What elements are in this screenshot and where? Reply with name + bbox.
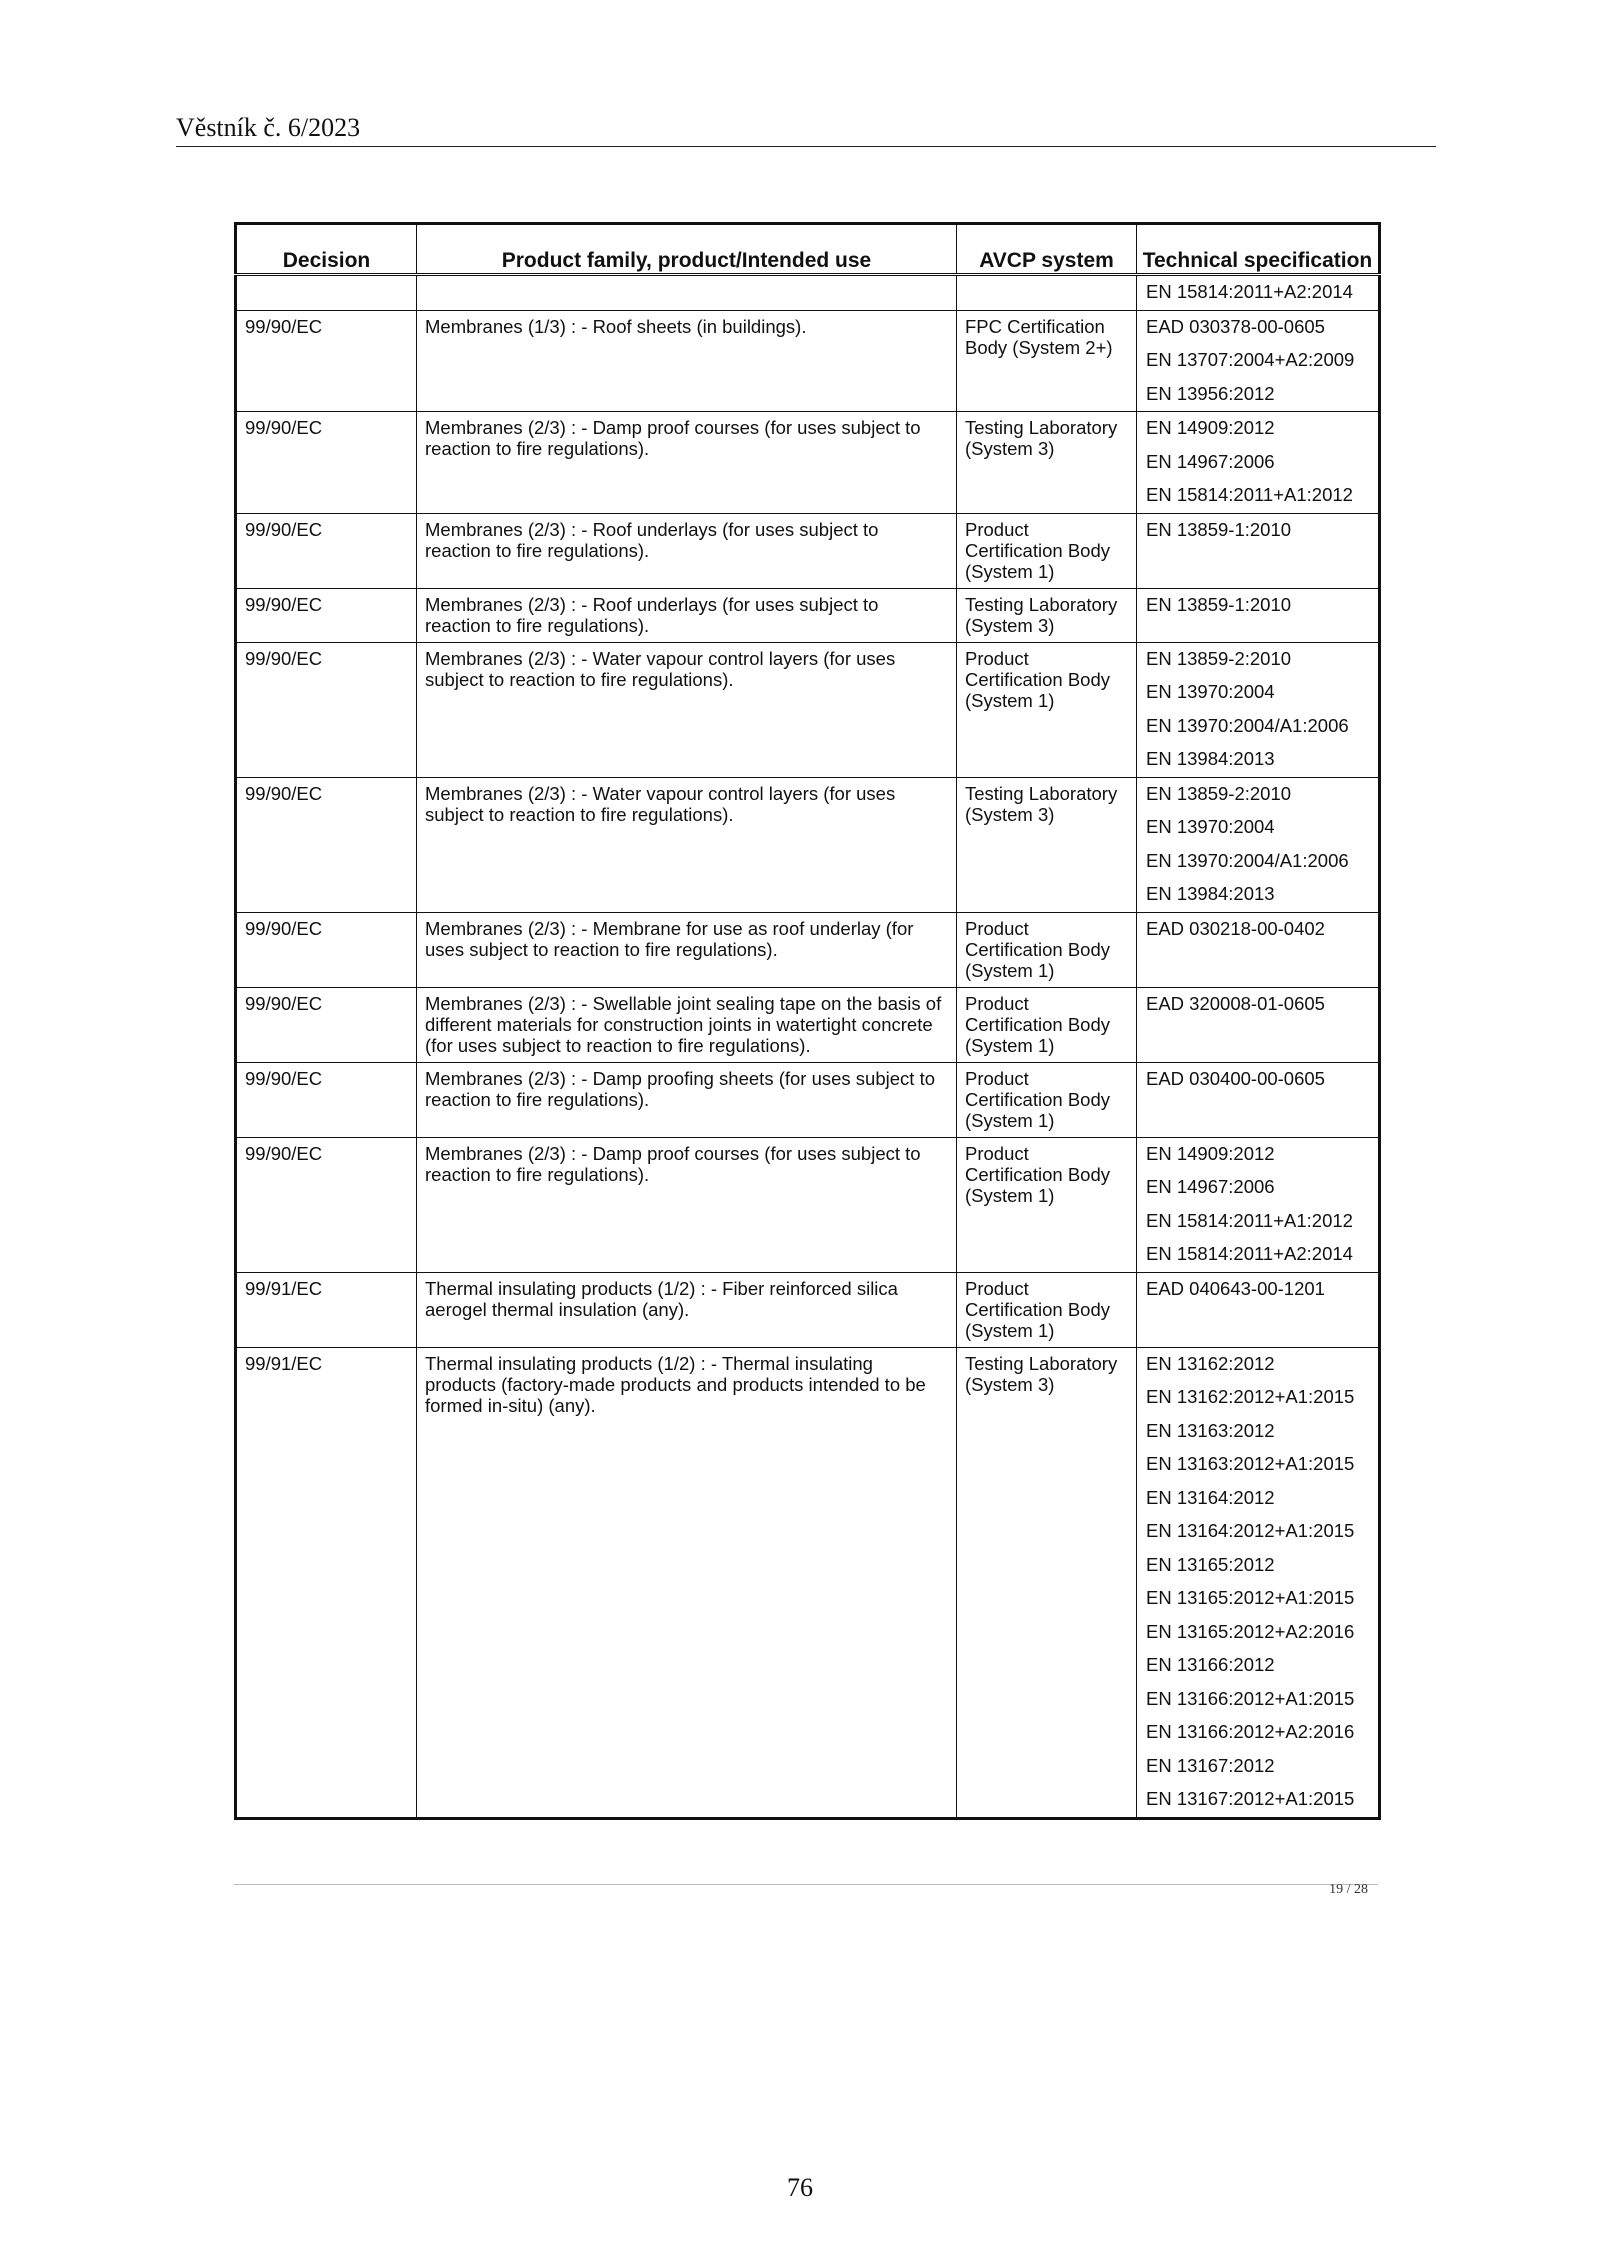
avcp-cell-text: Product Certification Body (System 1) bbox=[965, 518, 1110, 582]
table-row bbox=[236, 1272, 1380, 1347]
avcp-cell bbox=[957, 1062, 1137, 1137]
avcp-cell-text: Product Certification Body (System 1) bbox=[965, 1277, 1110, 1341]
technical-specification-item: EN 13859-1:2010 bbox=[1146, 518, 1292, 540]
technical-specification-cell bbox=[1137, 310, 1380, 412]
technical-specification-item: EN 13167:2012+A1:2015 bbox=[1146, 1788, 1355, 1809]
technical-specification-item: EAD 030378-00-0605 bbox=[1146, 315, 1325, 337]
page-label: 19 / 28 bbox=[1329, 1882, 1368, 1897]
avcp-cell bbox=[957, 275, 1137, 311]
table-row bbox=[236, 513, 1380, 588]
decision-cell-text: 99/90/EC bbox=[245, 992, 323, 1014]
avcp-cell-text: Testing Laboratory (System 3) bbox=[965, 417, 1118, 459]
decision-cell bbox=[236, 1137, 417, 1272]
technical-specification-item: EN 13165:2012+A1:2015 bbox=[1146, 1587, 1355, 1608]
decision-cell bbox=[236, 310, 417, 412]
product-cell-text: Membranes (2/3) : - Water vapour control layers (for uses subject to reaction to fire regulations). bbox=[425, 647, 896, 690]
technical-specification-item: EN 13165:2012+A2:2016 bbox=[1146, 1620, 1355, 1642]
table-row bbox=[236, 1062, 1380, 1137]
technical-specification-item: EN 13166:2012 bbox=[1146, 1654, 1275, 1675]
table-header-row bbox=[236, 224, 1380, 275]
technical-specification-item: EN 15814:2011+A1:2012 bbox=[1146, 1209, 1353, 1231]
avcp-cell-text: FPC Certification Body (System 2+) bbox=[965, 315, 1113, 358]
product-cell bbox=[417, 1272, 957, 1347]
technical-specification-item: EN 13859-2:2010 bbox=[1146, 647, 1292, 669]
product-cell-text: Thermal insulating products (1/2) : - Fiber reinforced silica aerogel thermal insulation (any). bbox=[425, 1277, 898, 1320]
technical-specification-item: EN 14967:2006 bbox=[1146, 1176, 1275, 1197]
column-header-avcp: AVCP system bbox=[957, 224, 1137, 275]
technical-specification-item: EAD 320008-01-0605 bbox=[1146, 992, 1325, 1014]
decision-cell-text: 99/90/EC bbox=[245, 518, 323, 540]
column-header-product: Product family, product/Intended use bbox=[417, 224, 957, 275]
technical-specification-cell bbox=[1137, 1347, 1380, 1818]
technical-specification-item: EN 13164:2012+A1:2015 bbox=[1146, 1520, 1355, 1541]
product-cell-text: Thermal insulating products (1/2) : - Thermal insulating products (factory-made products and products intended to be formed in-situ) (any). bbox=[425, 1352, 926, 1416]
technical-specification-cell bbox=[1137, 1062, 1380, 1137]
product-cell bbox=[417, 1137, 957, 1272]
technical-specification-item: EN 13166:2012+A2:2016 bbox=[1146, 1721, 1355, 1742]
footer-divider bbox=[234, 1884, 1378, 1885]
avcp-cell-text: Product Certification Body (System 1) bbox=[965, 1067, 1110, 1131]
technical-specification-item: EN 13859-2:2010 bbox=[1146, 782, 1292, 804]
decision-cell-text: 99/90/EC bbox=[245, 1142, 323, 1164]
avcp-cell bbox=[957, 1137, 1137, 1272]
technical-specification-item: EN 13970:2004 bbox=[1146, 816, 1275, 837]
table-row bbox=[236, 912, 1380, 987]
column-header-decision: Decision bbox=[236, 224, 417, 275]
technical-specification-item: EAD 040643-00-1201 bbox=[1146, 1277, 1325, 1299]
table-row bbox=[236, 412, 1380, 514]
product-cell-text: Membranes (2/3) : - Roof underlays (for uses subject to reaction to fire regulations). bbox=[425, 593, 879, 636]
technical-specification-item: EN 13984:2013 bbox=[1146, 883, 1275, 904]
table-row bbox=[236, 642, 1380, 777]
technical-specification-item: EN 13163:2012 bbox=[1146, 1419, 1275, 1441]
technical-specification-cell bbox=[1137, 987, 1380, 1062]
product-cell-text: Membranes (2/3) : - Swellable joint sealing tape on the basis of different materials for construction joints in watertight concrete (for uses subject to reaction to fire regulations). bbox=[425, 992, 942, 1056]
decision-cell bbox=[236, 987, 417, 1062]
decision-cell-text: 99/90/EC bbox=[245, 1067, 323, 1089]
technical-specification-cell bbox=[1137, 513, 1380, 588]
decision-cell-text: 99/91/EC bbox=[245, 1352, 323, 1374]
decision-cell-text: 99/91/EC bbox=[245, 1277, 323, 1299]
product-cell bbox=[417, 777, 957, 912]
specification-table bbox=[234, 222, 1381, 1820]
decision-cell bbox=[236, 275, 417, 311]
table-row bbox=[236, 1137, 1380, 1272]
technical-specification-cell bbox=[1137, 642, 1380, 777]
table-row bbox=[236, 310, 1380, 412]
product-cell bbox=[417, 987, 957, 1062]
technical-specification-item: EN 13163:2012+A1:2015 bbox=[1146, 1453, 1355, 1474]
product-cell-text: Membranes (2/3) : - Water vapour control layers (for uses subject to reaction to fire regulations). bbox=[425, 782, 896, 825]
avcp-cell bbox=[957, 777, 1137, 912]
product-cell-text: Membranes (2/3) : - Membrane for use as roof underlay (for uses subject to reaction to fire regulations). bbox=[425, 917, 914, 960]
technical-specification-item: EAD 030400-00-0605 bbox=[1146, 1067, 1325, 1089]
avcp-cell bbox=[957, 513, 1137, 588]
page-number: 76 bbox=[787, 2173, 813, 2202]
decision-cell bbox=[236, 513, 417, 588]
technical-specification-cell bbox=[1137, 1137, 1380, 1272]
decision-cell bbox=[236, 1347, 417, 1818]
specification-table-container bbox=[234, 222, 1378, 1820]
avcp-cell bbox=[957, 912, 1137, 987]
technical-specification-cell bbox=[1137, 912, 1380, 987]
technical-specification-item: EN 13707:2004+A2:2009 bbox=[1146, 349, 1355, 370]
avcp-cell-text: Testing Laboratory (System 3) bbox=[965, 782, 1118, 825]
technical-specification-item: EN 13956:2012 bbox=[1146, 382, 1275, 404]
product-cell-text: Membranes (2/3) : - Roof underlays (for uses subject to reaction to fire regulations). bbox=[425, 518, 879, 561]
decision-cell bbox=[236, 777, 417, 912]
table-row bbox=[236, 987, 1380, 1062]
avcp-cell-text: Product Certification Body (System 1) bbox=[965, 992, 1110, 1056]
decision-cell bbox=[236, 588, 417, 642]
technical-specification-item: EN 13970:2004/A1:2006 bbox=[1146, 849, 1349, 871]
product-cell bbox=[417, 642, 957, 777]
technical-specification-item: EN 14909:2012 bbox=[1146, 1142, 1275, 1164]
technical-specification-item: EN 13162:2012 bbox=[1146, 1352, 1275, 1374]
avcp-cell-text: Product Certification Body (System 1) bbox=[965, 917, 1110, 981]
technical-specification-cell bbox=[1137, 777, 1380, 912]
technical-specification-item: EN 15814:2011+A1:2012 bbox=[1146, 484, 1353, 505]
avcp-cell bbox=[957, 588, 1137, 642]
decision-cell bbox=[236, 642, 417, 777]
decision-cell-text: 99/90/EC bbox=[245, 593, 323, 615]
table-row bbox=[236, 588, 1380, 642]
technical-specification-item: EN 13984:2013 bbox=[1146, 748, 1275, 769]
technical-specification-cell bbox=[1137, 588, 1380, 642]
technical-specification-item: EN 13859-1:2010 bbox=[1146, 593, 1292, 615]
technical-specification-item: EN 15814:2011+A2:2014 bbox=[1146, 281, 1353, 302]
table-body bbox=[236, 275, 1380, 1819]
product-cell bbox=[417, 588, 957, 642]
document-header-title: Věstník č. 6/2023 bbox=[176, 113, 361, 142]
table-row bbox=[236, 275, 1380, 311]
avcp-cell-text: Product Certification Body (System 1) bbox=[965, 647, 1110, 711]
product-cell bbox=[417, 275, 957, 311]
avcp-cell-text: Testing Laboratory (System 3) bbox=[965, 593, 1118, 636]
product-cell bbox=[417, 513, 957, 588]
technical-specification-cell bbox=[1137, 275, 1380, 311]
technical-specification-item: EN 13162:2012+A1:2015 bbox=[1146, 1386, 1355, 1407]
column-header-technical-specification: Technical specification bbox=[1137, 224, 1380, 275]
technical-specification-item: EN 13970:2004 bbox=[1146, 681, 1275, 702]
product-cell bbox=[417, 412, 957, 514]
decision-cell bbox=[236, 912, 417, 987]
decision-cell-text: 99/90/EC bbox=[245, 647, 323, 669]
technical-specification-item: EN 13167:2012 bbox=[1146, 1754, 1275, 1776]
technical-specification-cell bbox=[1137, 412, 1380, 514]
avcp-cell-text: Testing Laboratory (System 3) bbox=[965, 1352, 1118, 1395]
decision-cell-text: 99/90/EC bbox=[245, 315, 323, 337]
avcp-cell bbox=[957, 412, 1137, 514]
technical-specification-item: EN 13970:2004/A1:2006 bbox=[1146, 714, 1349, 736]
product-cell bbox=[417, 912, 957, 987]
product-cell bbox=[417, 1062, 957, 1137]
product-cell-text: Membranes (2/3) : - Damp proof courses (for uses subject to reaction to fire regulations). bbox=[425, 417, 921, 459]
technical-specification-item: EN 13165:2012 bbox=[1146, 1553, 1275, 1575]
technical-specification-item: EN 15814:2011+A2:2014 bbox=[1146, 1243, 1353, 1264]
technical-specification-cell bbox=[1137, 1272, 1380, 1347]
product-cell bbox=[417, 1347, 957, 1818]
avcp-cell bbox=[957, 1272, 1137, 1347]
avcp-cell bbox=[957, 642, 1137, 777]
avcp-cell bbox=[957, 310, 1137, 412]
avcp-cell bbox=[957, 987, 1137, 1062]
product-cell-text: Membranes (1/3) : - Roof sheets (in buildings). bbox=[425, 315, 807, 337]
technical-specification-item: EN 13164:2012 bbox=[1146, 1486, 1275, 1508]
technical-specification-item: EN 13166:2012+A1:2015 bbox=[1146, 1687, 1355, 1709]
technical-specification-item: EAD 030218-00-0402 bbox=[1146, 917, 1325, 939]
table-row bbox=[236, 777, 1380, 912]
table-row bbox=[236, 1347, 1380, 1818]
decision-cell-text: 99/90/EC bbox=[245, 782, 323, 804]
decision-cell-text: 99/90/EC bbox=[245, 917, 323, 939]
decision-cell bbox=[236, 412, 417, 514]
technical-specification-item: EN 14967:2006 bbox=[1146, 450, 1275, 472]
decision-cell bbox=[236, 1272, 417, 1347]
avcp-cell-text: Product Certification Body (System 1) bbox=[965, 1142, 1110, 1206]
technical-specification-item: EN 14909:2012 bbox=[1146, 417, 1275, 438]
header-divider bbox=[176, 146, 1436, 147]
decision-cell bbox=[236, 1062, 417, 1137]
product-cell bbox=[417, 310, 957, 412]
product-cell-text: Membranes (2/3) : - Damp proofing sheets (for uses subject to reaction to fire regulations). bbox=[425, 1067, 935, 1110]
avcp-cell bbox=[957, 1347, 1137, 1818]
product-cell-text: Membranes (2/3) : - Damp proof courses (for uses subject to reaction to fire regulations). bbox=[425, 1142, 921, 1185]
decision-cell-text: 99/90/EC bbox=[245, 417, 323, 438]
